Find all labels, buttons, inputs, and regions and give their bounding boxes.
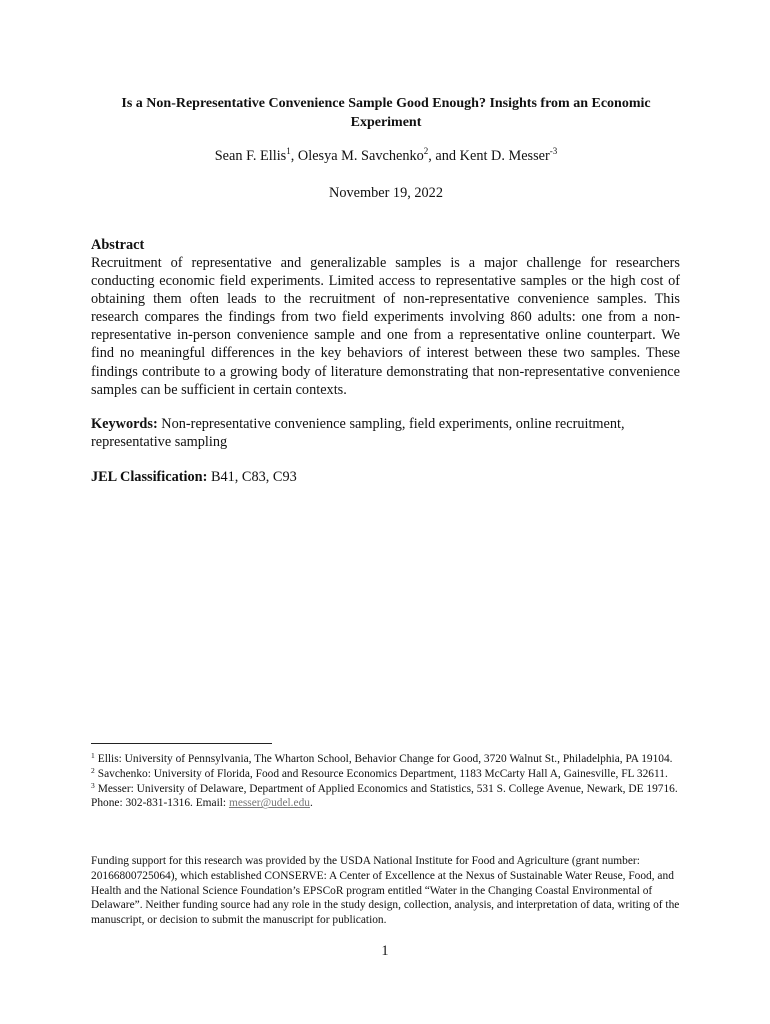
author-name: Kent D. Messer — [459, 148, 550, 164]
abstract-text: Recruitment of representative and generalizable samples is a major challenge for researchers conducting economic field experiments. Limited access to representative samples or the high cost of obtaining them often leads to the recruitment of non-representative convenience samples. This research compares the findings from two field experiments involving 860 adults: one from a non-representative in-person convenience sample and one from a representative online counterpart. We find no meaningful differences in the key behaviors of interest between these two samples. These findings contribute to a growing body of literature demonstrating that non-representative convenience samples can be sufficient in certain contexts. — [91, 255, 680, 398]
footnote-divider — [91, 743, 272, 744]
jel-codes: B41, C83, C93 — [210, 469, 297, 485]
keywords-label: Keywords: — [91, 416, 158, 432]
footnote — [91, 782, 681, 812]
footnote-mark: 2 — [91, 765, 95, 775]
paper-title: Is a Non-Representative Convenience Sample Good Enough? Insights from an Economic Experiment — [121, 96, 651, 130]
keywords — [91, 415, 680, 451]
email-link[interactable]: messer@udel.edu — [228, 797, 310, 810]
author-affiliation-mark: 1 — [286, 146, 291, 156]
footnote-text: Messer: University of Delaware, Department of Applied Economics and Statistics, 531 S. College Avenue, Newark, DE 19716. Phone: 302-831-1316. Email: — [91, 782, 678, 810]
funding-statement: Funding support for this research was provided by the USDA National Institute for Food and Agriculture (grant number: 20166800725064), which established CONSERVE: A Center of Excellence at the Nexus of Sustainable Water Reuse, Food, and Health and the National Science Foundation’s EPSCoR program entitled “Water in the Changing Coastal Environmental of Delaware”. Neither funding source had any role in the study design, collection, analysis, and interpretation of data, writing of the manuscript, or decision to submit the manuscript for publication. — [91, 855, 680, 927]
footnote-text-end: . — [309, 797, 313, 810]
author-name: Olesya M. Savchenko — [297, 148, 424, 164]
author-affiliation-mark: -3 — [549, 146, 558, 156]
author-line — [92, 147, 680, 165]
abstract-heading: Abstract — [91, 237, 145, 253]
footnote-text: Savchenko: University of Florida, Food and Resource Economics Department, 1183 McCarty Hall A, Gainesville, FL 32611. — [97, 767, 668, 780]
paper-date: November 19, 2022 — [329, 185, 443, 201]
footnote — [91, 752, 681, 767]
author-separator: , and — [428, 148, 460, 164]
keywords-text: Non-representative convenience sampling, field experiments, online recruitment, representative sampling — [91, 416, 625, 451]
footnote-mark: 1 — [91, 751, 95, 760]
footnote-text: Ellis: University of Pennsylvania, The Wharton School, Behavior Change for Good, 3720 Walnut St., Philadelphia, PA 19104. — [97, 753, 673, 765]
author-name: Sean F. Ellis — [214, 148, 287, 164]
page-number: 1 — [381, 943, 389, 959]
footnote-mark: 3 — [91, 780, 95, 790]
author-affiliation-mark: 2 — [423, 146, 429, 156]
footnotes — [91, 752, 681, 811]
jel-classification — [91, 468, 680, 486]
jel-label: JEL Classification: — [91, 469, 208, 485]
author-separator: , — [290, 148, 298, 164]
footnote — [91, 767, 681, 782]
